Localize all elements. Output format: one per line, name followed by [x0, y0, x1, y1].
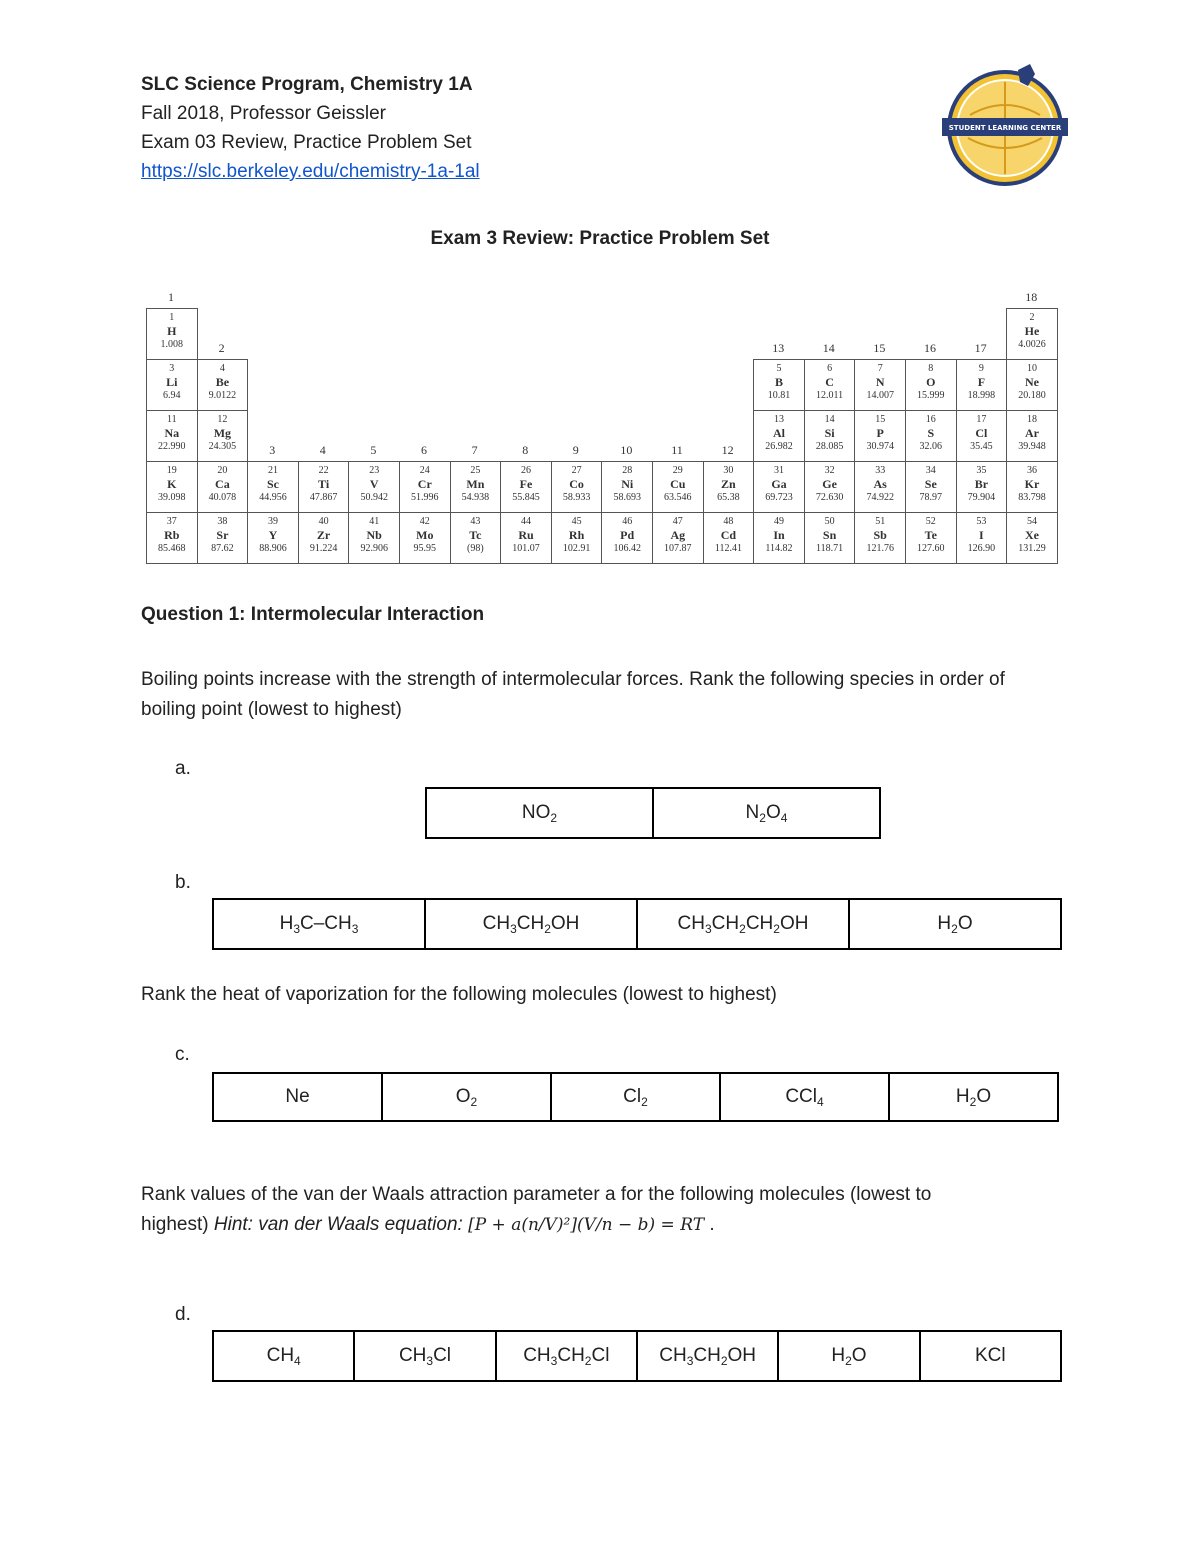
element-symbol: F — [977, 375, 986, 389]
atomic-mass: 127.60 — [917, 543, 945, 554]
student-learning-center-logo — [940, 60, 1070, 190]
element-br — [956, 461, 1008, 513]
atomic-number: 53 — [976, 516, 987, 527]
atomic-number: 18 — [1026, 414, 1037, 425]
atomic-number: 42 — [419, 516, 430, 527]
part-d-options — [212, 1330, 1062, 1382]
option-water: $H_2O$ — [889, 1073, 1058, 1121]
atomic-number: 51 — [875, 516, 886, 527]
element-rb — [146, 512, 198, 564]
element-symbol: Ni — [621, 477, 634, 491]
element-al — [753, 410, 805, 462]
element-symbol: Ne — [1024, 375, 1039, 389]
option-cl2: $Cl_2$ — [551, 1073, 720, 1121]
atomic-mass: 102.91 — [562, 543, 591, 554]
element-b — [753, 359, 805, 411]
atomic-number: 10 — [1026, 363, 1037, 374]
element-as — [854, 461, 906, 513]
element-symbol: B — [774, 375, 783, 389]
element-co — [551, 461, 603, 513]
atomic-mass: 39.948 — [1018, 441, 1046, 452]
atomic-mass: 14.007 — [866, 390, 894, 401]
group-label-14: 14 — [822, 341, 835, 355]
element-symbol: Ag — [670, 528, 686, 542]
element-p — [854, 410, 906, 462]
option-ethanol: $CH_3CH_2OH$ — [425, 899, 637, 949]
atomic-mass: 55.845 — [512, 492, 540, 503]
group-label-12: 12 — [721, 443, 734, 457]
part-b-label: b. — [175, 872, 191, 893]
part-c-options — [212, 1072, 1059, 1122]
element-symbol: Al — [772, 426, 785, 440]
atomic-number: 6 — [827, 363, 833, 374]
atomic-mass: 79.904 — [967, 492, 996, 503]
vdw-equation: [P + a(n/V)²](V/n − b) = RT — [468, 1215, 705, 1235]
element-ar — [1006, 410, 1058, 462]
element-symbol: Si — [824, 426, 835, 440]
option-water: $H_2O$ — [778, 1331, 919, 1381]
course-link[interactable]: https://slc.berkeley.edu/chemistry-1a-1al — [141, 161, 480, 182]
atomic-mass: 54.938 — [461, 492, 490, 503]
element-ge — [804, 461, 856, 513]
part-c-label: c. — [175, 1044, 190, 1065]
atomic-number: 27 — [571, 465, 582, 476]
atomic-mass: 72.630 — [815, 492, 844, 503]
atomic-mass: 44.956 — [259, 492, 287, 503]
vdw-prompt: Rank values of the van der Waals attraction parameter a for the following molecules (lowest to highest) Hint: van der Waals equation: [P + a(n/V)²](V/n − b) = RT . — [141, 1184, 932, 1235]
atomic-mass: 6.94 — [163, 390, 181, 401]
element-mn — [450, 461, 502, 513]
element-ga — [753, 461, 805, 513]
atomic-number: 4 — [219, 363, 225, 374]
atomic-mass: 10.81 — [767, 390, 791, 401]
option-ch3cl: $CH_3Cl$ — [354, 1331, 495, 1381]
element-cr — [399, 461, 451, 513]
element-symbol: Ge — [822, 477, 837, 491]
element-symbol: Y — [268, 528, 278, 542]
atomic-number: 32 — [824, 465, 835, 476]
group-label-5: 5 — [370, 443, 377, 457]
element-symbol: Na — [164, 426, 180, 440]
element-v — [348, 461, 400, 513]
group-label-3: 3 — [269, 443, 276, 457]
element-symbol: Fe — [519, 477, 533, 491]
element-symbol: Cu — [670, 477, 686, 491]
atomic-mass: 106.42 — [613, 543, 641, 554]
group-label-17: 17 — [974, 341, 987, 355]
atomic-number: 21 — [267, 465, 278, 476]
element-te — [905, 512, 957, 564]
element-symbol: Sr — [216, 528, 229, 542]
element-symbol: Ru — [518, 528, 534, 542]
atomic-number: 38 — [217, 516, 228, 527]
atomic-mass: 88.906 — [259, 543, 287, 554]
group-label-4: 4 — [319, 443, 326, 457]
atomic-mass: 51.996 — [411, 492, 439, 503]
atomic-mass: 9.0122 — [208, 390, 237, 401]
element-k — [146, 461, 198, 513]
element-symbol: Pd — [620, 528, 635, 542]
group-label-16: 16 — [924, 341, 936, 355]
atomic-number: 9 — [978, 363, 984, 374]
element-o — [905, 359, 957, 411]
element-li — [146, 359, 198, 411]
atomic-number: 20 — [217, 465, 228, 476]
atomic-number: 41 — [369, 516, 380, 527]
atomic-mass: (98) — [467, 543, 484, 554]
element-si — [804, 410, 856, 462]
option-propanol: $CH_3CH_2CH_2OH$ — [637, 899, 849, 949]
element-sn — [804, 512, 856, 564]
element-se — [905, 461, 957, 513]
group-label-1: 1 — [168, 290, 174, 304]
element-sr — [197, 512, 249, 564]
group-label-11: 11 — [671, 443, 683, 457]
atomic-mass: 58.693 — [613, 492, 641, 503]
atomic-number: 7 — [877, 363, 883, 374]
element-symbol: Be — [215, 375, 230, 389]
group-label-10: 10 — [620, 443, 633, 457]
atomic-number: 22 — [318, 465, 329, 476]
element-he — [1006, 308, 1058, 360]
element-symbol: Ga — [771, 477, 787, 491]
atomic-mass: 114.82 — [765, 543, 793, 554]
atomic-mass: 4.0026 — [1018, 339, 1046, 350]
atomic-mass: 32.06 — [919, 441, 943, 452]
element-n — [854, 359, 906, 411]
option-o2: $O_2$ — [382, 1073, 551, 1121]
term-professor: Fall 2018, Professor Geissler — [141, 103, 386, 124]
atomic-number: 29 — [672, 465, 683, 476]
atomic-number: 45 — [571, 516, 582, 527]
atomic-mass: 74.922 — [866, 492, 894, 503]
element-symbol: Co — [569, 477, 584, 491]
atomic-mass: 65.38 — [717, 492, 740, 503]
atomic-number: 35 — [976, 465, 987, 476]
course-title: SLC Science Program, Chemistry 1A — [141, 74, 473, 95]
atomic-mass: 40.078 — [208, 492, 237, 503]
atomic-number: 31 — [773, 465, 784, 476]
part-a-options — [425, 787, 881, 839]
option-ccl4: CCl$_4$ — [720, 1073, 889, 1121]
element-symbol: P — [876, 426, 884, 440]
atomic-mass: 30.974 — [866, 441, 894, 452]
element-symbol: Br — [974, 477, 989, 491]
element-symbol: Xe — [1024, 528, 1039, 542]
element-tc — [450, 512, 502, 564]
atomic-number: 54 — [1026, 516, 1037, 527]
hint-text: Hint: van der Waals equation: — [213, 1214, 463, 1235]
element-symbol: Ca — [215, 477, 230, 491]
atomic-mass: 69.723 — [765, 492, 793, 503]
atomic-mass: 78.97 — [919, 492, 943, 503]
option-ch3ch2cl: $CH_3CH_2Cl$ — [496, 1331, 637, 1381]
element-ru — [500, 512, 552, 564]
atomic-mass: 47.867 — [309, 492, 338, 503]
option-n2o4: $N_2O_4$ — [653, 788, 880, 838]
question-1-heading: Question 1: Intermolecular Interaction — [141, 604, 485, 625]
element-symbol: Kr — [1024, 477, 1040, 491]
svg-text:STUDENT LEARNING CENTER: STUDENT LEARNING CENTER — [948, 124, 1062, 132]
exam-subtitle: Exam 03 Review, Practice Problem Set — [141, 132, 472, 153]
atomic-mass: 1.008 — [160, 339, 184, 350]
element-mg — [197, 410, 249, 462]
element-s — [905, 410, 957, 462]
group-label-18: 18 — [1025, 290, 1038, 304]
atomic-number: 49 — [773, 516, 784, 527]
atomic-number: 12 — [217, 414, 228, 425]
part-b-options — [212, 898, 1062, 950]
element-nb — [348, 512, 400, 564]
element-fe — [500, 461, 552, 513]
part-d-label: d. — [175, 1304, 191, 1325]
atomic-number: 36 — [1026, 465, 1037, 476]
option-ethane: $H_3C-CH_3$ — [213, 899, 425, 949]
element-ne — [1006, 359, 1058, 411]
element-cu — [652, 461, 704, 513]
element-ca — [197, 461, 249, 513]
option-kcl: KCl — [920, 1331, 1061, 1381]
element-symbol: C — [825, 375, 834, 389]
atomic-mass: 50.942 — [360, 492, 388, 503]
page-title: Exam 3 Review: Practice Problem Set — [430, 228, 770, 249]
atomic-mass: 121.76 — [866, 543, 894, 554]
element-symbol: O — [926, 375, 936, 389]
atomic-number: 11 — [166, 414, 177, 425]
element-symbol: Se — [924, 477, 937, 491]
option-water: $H_2O$ — [849, 899, 1061, 949]
element-zr — [298, 512, 350, 564]
atomic-number: 13 — [773, 414, 784, 425]
element-cl — [956, 410, 1008, 462]
option-ch4: $CH_4$ — [213, 1331, 354, 1381]
atomic-number: 39 — [267, 516, 278, 527]
periodic-table — [146, 290, 1058, 568]
element-sb — [854, 512, 906, 564]
element-sc — [247, 461, 299, 513]
element-symbol: Rh — [568, 528, 585, 542]
element-symbol: As — [873, 477, 887, 491]
element-symbol: Cr — [417, 477, 432, 491]
part-a-label: a. — [175, 758, 191, 779]
group-label-6: 6 — [421, 443, 427, 457]
element-cd — [703, 512, 755, 564]
element-symbol: In — [773, 528, 785, 542]
element-symbol: Zn — [721, 477, 736, 491]
atomic-number: 1 — [169, 312, 175, 323]
element-symbol: Tc — [469, 528, 482, 542]
element-symbol: Mn — [466, 477, 485, 491]
atomic-mass: 35.45 — [970, 441, 993, 452]
atomic-mass: 95.95 — [413, 543, 437, 554]
atomic-number: 15 — [875, 414, 886, 425]
element-kr — [1006, 461, 1058, 513]
atomic-number: 3 — [169, 363, 175, 374]
element-na — [146, 410, 198, 462]
element-symbol: I — [979, 528, 984, 542]
atomic-mass: 131.29 — [1018, 543, 1046, 554]
element-be — [197, 359, 249, 411]
atomic-number: 37 — [166, 516, 177, 527]
element-h — [146, 308, 198, 360]
atomic-mass: 24.305 — [208, 441, 237, 452]
atomic-number: 30 — [723, 465, 734, 476]
option-no2: $NO_2$ — [426, 788, 653, 838]
atomic-number: 40 — [318, 516, 329, 527]
atomic-mass: 101.07 — [512, 543, 540, 554]
atomic-mass: 18.998 — [967, 390, 996, 401]
atomic-mass: 112.41 — [714, 543, 742, 554]
element-symbol: He — [1024, 324, 1040, 338]
atomic-number: 24 — [419, 465, 430, 476]
atomic-mass: 118.71 — [816, 543, 844, 554]
atomic-mass: 83.798 — [1018, 492, 1046, 503]
atomic-number: 8 — [928, 363, 934, 374]
group-label-9: 9 — [572, 443, 579, 457]
atomic-mass: 107.87 — [664, 543, 692, 554]
element-symbol: Sn — [822, 528, 837, 542]
question-1-intro: Boiling points increase with the strength of intermolecular forces. Rank the following species in order of boiling point (lowest to highest) — [141, 669, 1005, 720]
atomic-mass: 15.999 — [917, 390, 945, 401]
element-symbol: V — [369, 477, 379, 491]
element-symbol: Mg — [213, 426, 232, 440]
element-symbol: Sb — [873, 528, 887, 542]
atomic-mass: 85.468 — [158, 543, 186, 554]
element-f — [956, 359, 1008, 411]
atomic-number: 5 — [776, 363, 782, 374]
group-label-15: 15 — [873, 341, 886, 355]
element-symbol: Cd — [720, 528, 737, 542]
heat-vaporization-prompt: Rank the heat of vaporization for the following molecules (lowest to highest) — [141, 984, 777, 1005]
element-symbol: Zr — [316, 528, 331, 542]
atomic-mass: 22.990 — [158, 441, 186, 452]
atomic-number: 46 — [622, 516, 633, 527]
element-i — [956, 512, 1008, 564]
element-xe — [1006, 512, 1058, 564]
element-symbol: S — [927, 426, 935, 440]
group-label-13: 13 — [772, 341, 785, 355]
element-y — [247, 512, 299, 564]
atomic-mass: 28.085 — [815, 441, 844, 452]
atomic-number: 33 — [875, 465, 886, 476]
atomic-mass: 91.224 — [309, 543, 338, 554]
element-in — [753, 512, 805, 564]
element-rh — [551, 512, 603, 564]
atomic-number: 25 — [470, 465, 481, 476]
atomic-number: 16 — [925, 414, 936, 425]
atomic-mass: 12.011 — [816, 390, 844, 401]
element-ni — [601, 461, 653, 513]
element-symbol: Te — [924, 528, 937, 542]
atomic-number: 28 — [622, 465, 633, 476]
atomic-number: 47 — [672, 516, 683, 527]
element-symbol: N — [875, 375, 885, 389]
atomic-number: 44 — [520, 516, 531, 527]
atomic-number: 2 — [1029, 312, 1035, 323]
option-ethanol: $CH_3CH_2OH$ — [637, 1331, 778, 1381]
element-symbol: Sc — [266, 477, 279, 491]
element-ag — [652, 512, 704, 564]
atomic-mass: 20.180 — [1018, 390, 1046, 401]
atomic-number: 50 — [824, 516, 835, 527]
element-pd — [601, 512, 653, 564]
element-symbol: Nb — [366, 528, 382, 542]
element-symbol: H — [167, 324, 177, 338]
element-zn — [703, 461, 755, 513]
atomic-mass: 58.933 — [562, 492, 591, 503]
atomic-number: 34 — [925, 465, 936, 476]
element-symbol: Ti — [318, 477, 330, 491]
group-label-7: 7 — [471, 443, 478, 457]
atomic-number: 48 — [723, 516, 734, 527]
atomic-mass: 26.982 — [765, 441, 793, 452]
element-symbol: Rb — [164, 528, 180, 542]
element-symbol: Ar — [1024, 426, 1039, 440]
element-symbol: Li — [166, 375, 178, 389]
atomic-mass: 92.906 — [360, 543, 388, 554]
atomic-number: 26 — [520, 465, 531, 476]
option-ne: Ne — [213, 1073, 382, 1121]
element-symbol: Cl — [975, 426, 988, 440]
atomic-mass: 63.546 — [664, 492, 692, 503]
atomic-mass: 39.098 — [158, 492, 186, 503]
atomic-number: 17 — [976, 414, 987, 425]
element-c — [804, 359, 856, 411]
element-symbol: Mo — [416, 528, 434, 542]
element-ti — [298, 461, 350, 513]
atomic-number: 23 — [369, 465, 380, 476]
atomic-number: 43 — [470, 516, 481, 527]
element-mo — [399, 512, 451, 564]
atomic-mass: 126.90 — [967, 543, 996, 554]
atomic-mass: 87.62 — [211, 543, 234, 554]
atomic-number: 19 — [166, 465, 177, 476]
element-symbol: K — [167, 477, 177, 491]
group-label-8: 8 — [522, 443, 529, 457]
group-label-2: 2 — [218, 341, 225, 355]
atomic-number: 52 — [925, 516, 936, 527]
atomic-number: 14 — [824, 414, 835, 425]
